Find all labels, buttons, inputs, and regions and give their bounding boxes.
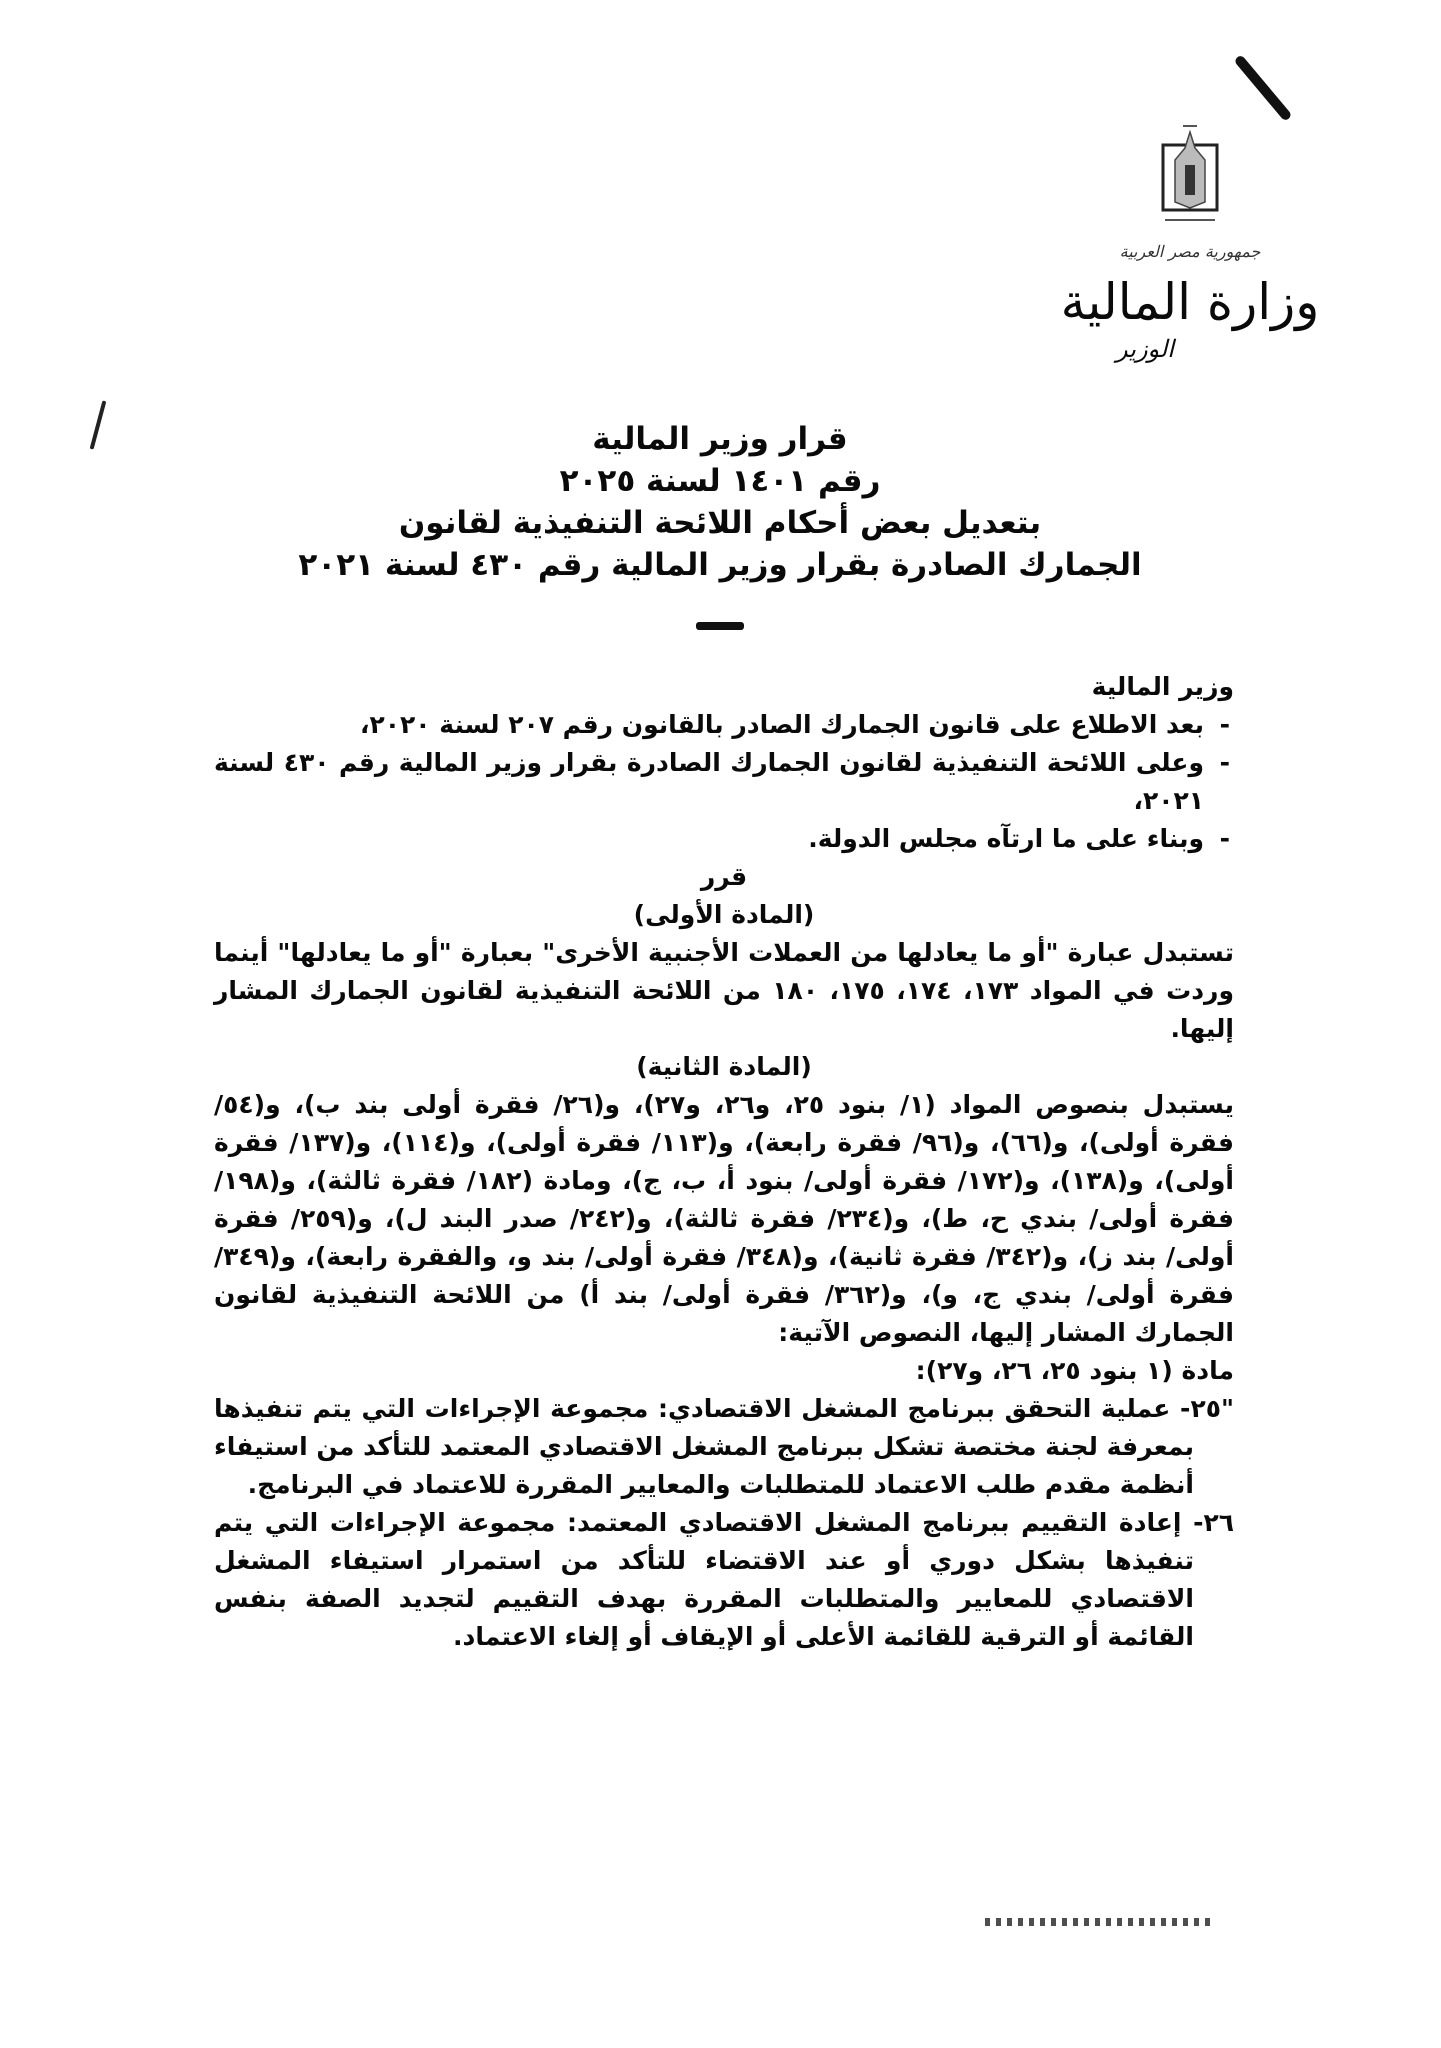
article-2-subheading: مادة (١ بنود ٢٥، ٢٦، و٢٧): [915, 1356, 1234, 1385]
article-2-text: يستبدل بنصوص المواد (١/ بنود ٢٥، و٢٦، و٢٧)، و(٢٦/ فقرة أولى بند ب)، و(٥٤/ فقرة أولى)، و(٦٦)، و(٩٦/ فقرة رابعة)، و(١١٣/ فقرة أولى)، و(١١٤)، و(١٣٧/ فقرة أولى)، و(١٣٨)، و(١٧٢/ فقرة أولى/ بنود أ، ب، ج)، ومادة (١٨٢/ فقرة ثالثة)، و(١٩٨/ فقرة أولى/ بندي ح، ط)، و(٢٣٤/ فقرة ثالثة)، و(٢٤٢/ صدر البند ل)، و(٢٥٩/ فقرة أولى/ بند ز)، و(٣٤٢/ فقرة ثانية)، و(٣٤٨/ فقرة أولى/ بند و، والفقرة رابعة)، و(٣٤٩/ فقرة أولى/ بندي ج، و)، و(٣٦٢/ فقرة أولى/ بند أ) من اللائحة التنفيذية لقانون الجمارك المشار إليها، النصوص الآتية: [214, 1090, 1235, 1347]
republic-name: جمهورية مصر العربية [1119, 242, 1261, 261]
decree-body [214, 668, 1234, 1656]
margin-tick-mark [90, 400, 107, 449]
decree-title-block [240, 418, 1200, 630]
handwritten-page-mark [1233, 54, 1292, 122]
article-2-heading: (المادة الثانية) [636, 1052, 812, 1081]
article-1-text: تستبدل عبارة "أو ما يعادلها من العملات الأجنبية الأخرى" بعبارة "أو ما يعادلها" أينما وردت في المواد ١٧٣، ١٧٤، ١٧٥، ١٨٠ من اللائحة التنفيذية لقانون الجمارك المشار إليها. [214, 938, 1234, 1043]
letterhead [1030, 120, 1350, 363]
footer-reference-line [985, 1918, 1215, 1926]
preamble-item: - وبناء على ما ارتآه مجلس الدولة. [214, 820, 1234, 858]
preamble-heading: وزير المالية [1091, 672, 1234, 701]
preamble-item: - وعلى اللائحة التنفيذية لقانون الجمارك الصادرة بقرار وزير المالية رقم ٤٣٠ لسنة ٢٠٢١، [214, 744, 1234, 820]
preamble-list [214, 706, 1234, 858]
title-divider [696, 622, 744, 630]
decree-subject-line-1: بتعديل بعض أحكام اللائحة التنفيذية لقانون [398, 505, 1042, 541]
eagle-emblem-icon [1155, 120, 1225, 230]
decree-number: رقم ١٤٠١ لسنة ٢٠٢٥ [559, 463, 881, 499]
minister-office-label: الوزير [1116, 335, 1174, 363]
ministry-name: وزارة المالية [1060, 273, 1320, 331]
article-1-heading: (المادة الأولى) [633, 900, 815, 929]
preamble-item: - بعد الاطلاع على قانون الجمارك الصادر بالقانون رقم ٢٠٧ لسنة ٢٠٢٠، [214, 706, 1234, 744]
decree-subject-line-2: الجمارك الصادرة بقرار وزير المالية رقم ٤٣٠ لسنة ٢٠٢١ [298, 547, 1142, 583]
definition-item-26: ٢٦- إعادة التقييم ببرنامج المشغل الاقتصادي المعتمد: مجموعة الإجراءات التي يتم تنفيذها بشكل دوري أو عند الاقتضاء للتأكد من استمرار استيفاء المشغل الاقتصادي للمعايير والمتطلبات المقررة بهدف التقييم لتجديد الصفة بنفس القائمة أو الترقية للقائمة الأعلى أو الإيقاف أو إلغاء الاعتماد. [214, 1508, 1234, 1651]
definition-item-25: "٢٥- عملية التحقق ببرنامج المشغل الاقتصادي: مجموعة الإجراءات التي يتم تنفيذها بمعرفة لجنة مختصة تشكل ببرنامج المشغل الاقتصادي المعتمد للتأكد من استيفاء أنظمة مقدم طلب الاعتماد للمتطلبات والمعايير المقررة للاعتماد في البرنامج. [214, 1394, 1234, 1499]
decree-title: قرار وزير المالية [592, 421, 848, 457]
decision-heading: قرر [700, 862, 748, 891]
